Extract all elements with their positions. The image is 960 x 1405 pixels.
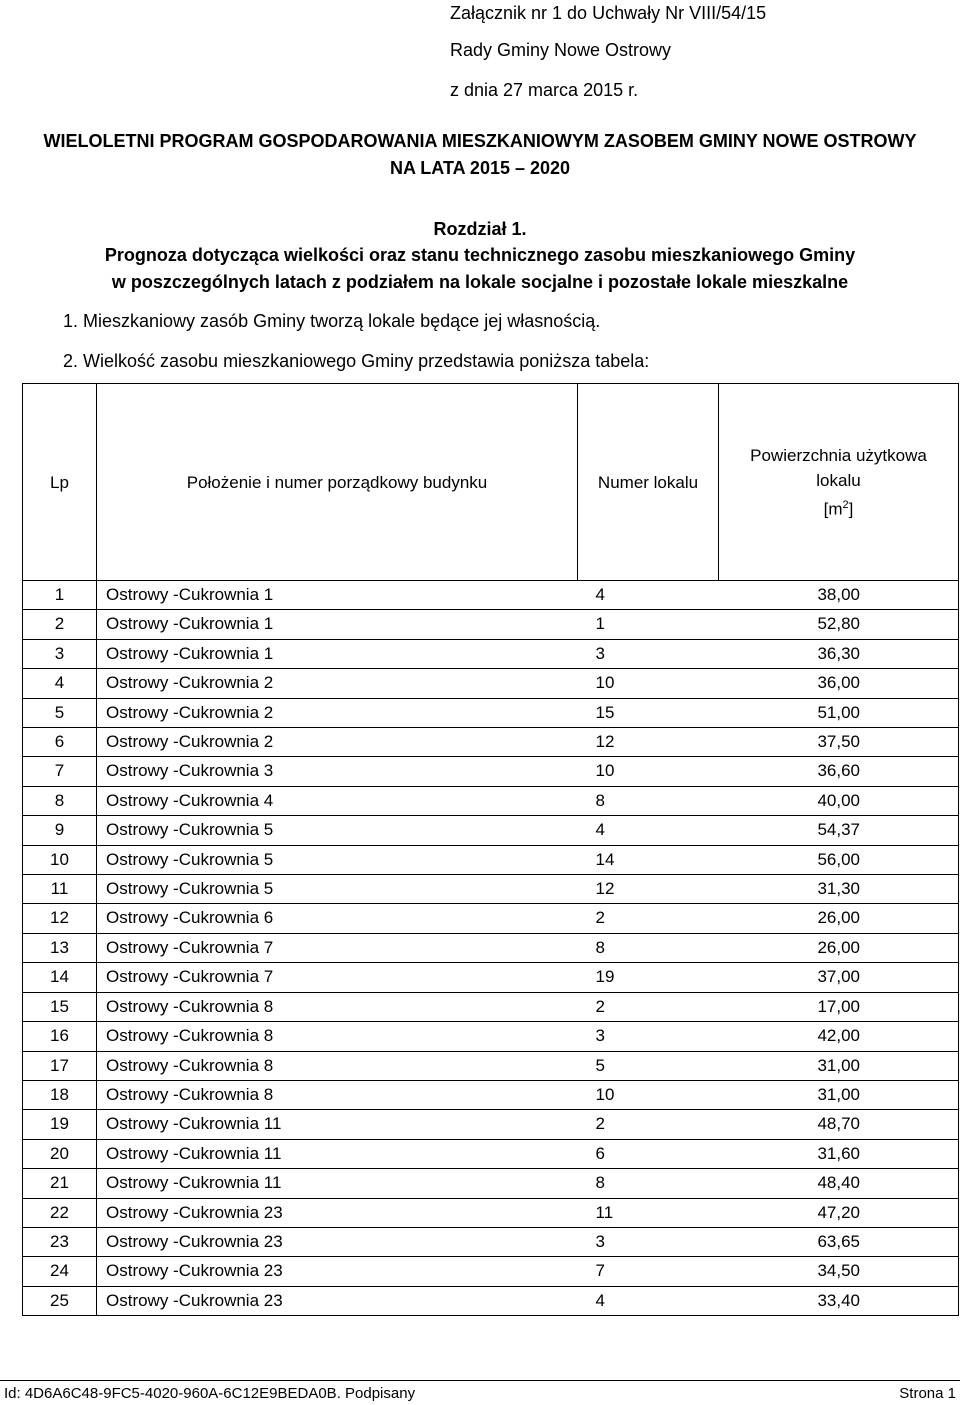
cell-area: 38,00 [719, 581, 959, 610]
cell-unit-number: 1 [578, 610, 719, 639]
table-row [23, 963, 959, 992]
cell-unit-number: 4 [578, 1286, 719, 1315]
cell-unit-number: 3 [578, 1227, 719, 1256]
cell-lp: 5 [23, 698, 97, 727]
cell-area: 54,37 [719, 816, 959, 845]
cell-area: 31,60 [719, 1139, 959, 1168]
table-row [23, 786, 959, 815]
cell-location: Ostrowy -Cukrownia 5 [97, 875, 578, 904]
cell-lp: 15 [23, 992, 97, 1021]
cell-unit-number: 8 [578, 933, 719, 962]
document-title-line-1: WIELOLETNI PROGRAM GOSPODAROWANIA MIESZKANIOWYM ZASOBEM GMINY NOWE OSTROWY [43, 131, 917, 151]
cell-location: Ostrowy -Cukrownia 8 [97, 992, 578, 1021]
cell-lp: 12 [23, 904, 97, 933]
table-row [23, 816, 959, 845]
cell-area: 37,50 [719, 728, 959, 757]
cell-area: 52,80 [719, 610, 959, 639]
cell-lp: 8 [23, 786, 97, 815]
cell-unit-number: 10 [578, 669, 719, 698]
cell-unit-number: 15 [578, 698, 719, 727]
cell-unit-number: 4 [578, 581, 719, 610]
cell-lp: 6 [23, 728, 97, 757]
cell-area: 48,70 [719, 1110, 959, 1139]
cell-lp: 17 [23, 1051, 97, 1080]
cell-lp: 20 [23, 1139, 97, 1168]
header-area-unit-open: [m [823, 499, 843, 519]
header-unit-number: Numer lokalu [578, 384, 719, 581]
header-line-1: Załącznik nr 1 do Uchwały Nr VIII/54/15 [450, 3, 767, 23]
cell-location: Ostrowy -Cukrownia 5 [97, 845, 578, 874]
cell-unit-number: 7 [578, 1257, 719, 1286]
table-row [23, 610, 959, 639]
cell-area: 63,65 [719, 1227, 959, 1256]
cell-area: 47,20 [719, 1198, 959, 1227]
cell-location: Ostrowy -Cukrownia 23 [97, 1257, 578, 1286]
cell-location: Ostrowy -Cukrownia 11 [97, 1110, 578, 1139]
cell-location: Ostrowy -Cukrownia 2 [97, 669, 578, 698]
cell-lp: 7 [23, 757, 97, 786]
cell-location: Ostrowy -Cukrownia 4 [97, 786, 578, 815]
header-area-unit-close: ] [848, 499, 854, 519]
table-row [23, 581, 959, 610]
cell-lp: 4 [23, 669, 97, 698]
chapter-description-2: w poszczególnych latach z podziałem na lokale socjalne i pozostałe lokale mieszkalne [111, 272, 849, 292]
cell-unit-number: 12 [578, 875, 719, 904]
table-row [23, 1198, 959, 1227]
cell-location: Ostrowy -Cukrownia 5 [97, 816, 578, 845]
cell-lp: 9 [23, 816, 97, 845]
cell-area: 56,00 [719, 845, 959, 874]
cell-lp: 2 [23, 610, 97, 639]
cell-area: 40,00 [719, 786, 959, 815]
document-id: Id: 4D6A6C48-9FC5-4020-960A-6C12E9BEDA0B. Podpisany [4, 1385, 416, 1402]
cell-area: 31,30 [719, 875, 959, 904]
cell-unit-number: 8 [578, 1169, 719, 1198]
housing-stock-table [22, 383, 959, 1316]
cell-location: Ostrowy -Cukrownia 23 [97, 1198, 578, 1227]
cell-location: Ostrowy -Cukrownia 7 [97, 963, 578, 992]
cell-unit-number: 2 [578, 992, 719, 1021]
cell-location: Ostrowy -Cukrownia 2 [97, 698, 578, 727]
cell-area: 26,00 [719, 904, 959, 933]
header-location: Położenie i numer porządkowy budynku [97, 384, 578, 581]
cell-location: Ostrowy -Cukrownia 2 [97, 728, 578, 757]
document-title-line-2: NA LATA 2015 – 2020 [389, 158, 571, 178]
header-lp: Lp [23, 384, 97, 581]
page-footer [0, 1380, 960, 1402]
cell-lp: 14 [23, 963, 97, 992]
cell-unit-number: 2 [578, 1110, 719, 1139]
cell-location: Ostrowy -Cukrownia 1 [97, 639, 578, 668]
table-row [23, 1080, 959, 1109]
cell-unit-number: 19 [578, 963, 719, 992]
paragraph-1: 1. Mieszkaniowy zasób Gminy tworzą lokale będące jej własnością. [63, 311, 601, 331]
cell-lp: 13 [23, 933, 97, 962]
cell-lp: 18 [23, 1080, 97, 1109]
cell-area: 51,00 [719, 698, 959, 727]
header-area-line-2: lokalu [816, 470, 861, 490]
cell-unit-number: 6 [578, 1139, 719, 1168]
cell-location: Ostrowy -Cukrownia 1 [97, 581, 578, 610]
cell-unit-number: 4 [578, 816, 719, 845]
cell-unit-number: 2 [578, 904, 719, 933]
header-area-line-1: Powierzchnia użytkowa [750, 445, 927, 465]
cell-unit-number: 5 [578, 1051, 719, 1080]
cell-area: 48,40 [719, 1169, 959, 1198]
table-row [23, 1257, 959, 1286]
table-row [23, 728, 959, 757]
cell-location: Ostrowy -Cukrownia 8 [97, 1080, 578, 1109]
cell-unit-number: 11 [578, 1198, 719, 1227]
cell-location: Ostrowy -Cukrownia 1 [97, 610, 578, 639]
cell-unit-number: 12 [578, 728, 719, 757]
table-row [23, 639, 959, 668]
cell-area: 17,00 [719, 992, 959, 1021]
header-line-2: Rady Gminy Nowe Ostrowy [450, 40, 672, 60]
table-row [23, 1022, 959, 1051]
cell-unit-number: 3 [578, 1022, 719, 1051]
chapter-label: Rozdział 1. [433, 219, 527, 239]
table-row [23, 1051, 959, 1080]
header-area-unit-sup: 2 [842, 498, 849, 511]
table-row [23, 1139, 959, 1168]
table-header-row [23, 384, 959, 581]
cell-unit-number: 8 [578, 786, 719, 815]
cell-lp: 1 [23, 581, 97, 610]
cell-unit-number: 10 [578, 757, 719, 786]
cell-lp: 10 [23, 845, 97, 874]
table-row [23, 845, 959, 874]
table-row [23, 1110, 959, 1139]
cell-area: 36,00 [719, 669, 959, 698]
cell-location: Ostrowy -Cukrownia 23 [97, 1286, 578, 1315]
cell-location: Ostrowy -Cukrownia 8 [97, 1051, 578, 1080]
chapter-description-1: Prognoza dotycząca wielkości oraz stanu technicznego zasobu mieszkaniowego Gminy [104, 245, 856, 265]
cell-lp: 25 [23, 1286, 97, 1315]
cell-lp: 19 [23, 1110, 97, 1139]
cell-lp: 16 [23, 1022, 97, 1051]
cell-area: 26,00 [719, 933, 959, 962]
cell-lp: 22 [23, 1198, 97, 1227]
cell-location: Ostrowy -Cukrownia 23 [97, 1227, 578, 1256]
table-row [23, 757, 959, 786]
cell-unit-number: 14 [578, 845, 719, 874]
cell-lp: 21 [23, 1169, 97, 1198]
paragraph-2: 2. Wielkość zasobu mieszkaniowego Gminy przedstawia poniższa tabela: [63, 351, 650, 371]
cell-lp: 23 [23, 1227, 97, 1256]
cell-area: 31,00 [719, 1080, 959, 1109]
cell-unit-number: 10 [578, 1080, 719, 1109]
table-row [23, 992, 959, 1021]
table-row [23, 698, 959, 727]
cell-area: 42,00 [719, 1022, 959, 1051]
cell-area: 31,00 [719, 1051, 959, 1080]
table-row [23, 1169, 959, 1198]
table-row [23, 933, 959, 962]
cell-lp: 24 [23, 1257, 97, 1286]
cell-unit-number: 3 [578, 639, 719, 668]
cell-location: Ostrowy -Cukrownia 3 [97, 757, 578, 786]
cell-area: 34,50 [719, 1257, 959, 1286]
cell-location: Ostrowy -Cukrownia 11 [97, 1169, 578, 1198]
header-line-3: z dnia 27 marca 2015 r. [450, 80, 639, 100]
header-usable-area [719, 384, 959, 581]
cell-lp: 11 [23, 875, 97, 904]
cell-area: 36,60 [719, 757, 959, 786]
table-body [23, 581, 959, 1316]
cell-lp: 3 [23, 639, 97, 668]
cell-location: Ostrowy -Cukrownia 6 [97, 904, 578, 933]
page-number: Strona 1 [899, 1385, 956, 1402]
cell-area: 36,30 [719, 639, 959, 668]
cell-location: Ostrowy -Cukrownia 11 [97, 1139, 578, 1168]
table-row [23, 904, 959, 933]
table-row [23, 875, 959, 904]
cell-area: 37,00 [719, 963, 959, 992]
table-row [23, 669, 959, 698]
cell-location: Ostrowy -Cukrownia 8 [97, 1022, 578, 1051]
table-row [23, 1227, 959, 1256]
cell-area: 33,40 [719, 1286, 959, 1315]
cell-location: Ostrowy -Cukrownia 7 [97, 933, 578, 962]
table-row [23, 1286, 959, 1315]
